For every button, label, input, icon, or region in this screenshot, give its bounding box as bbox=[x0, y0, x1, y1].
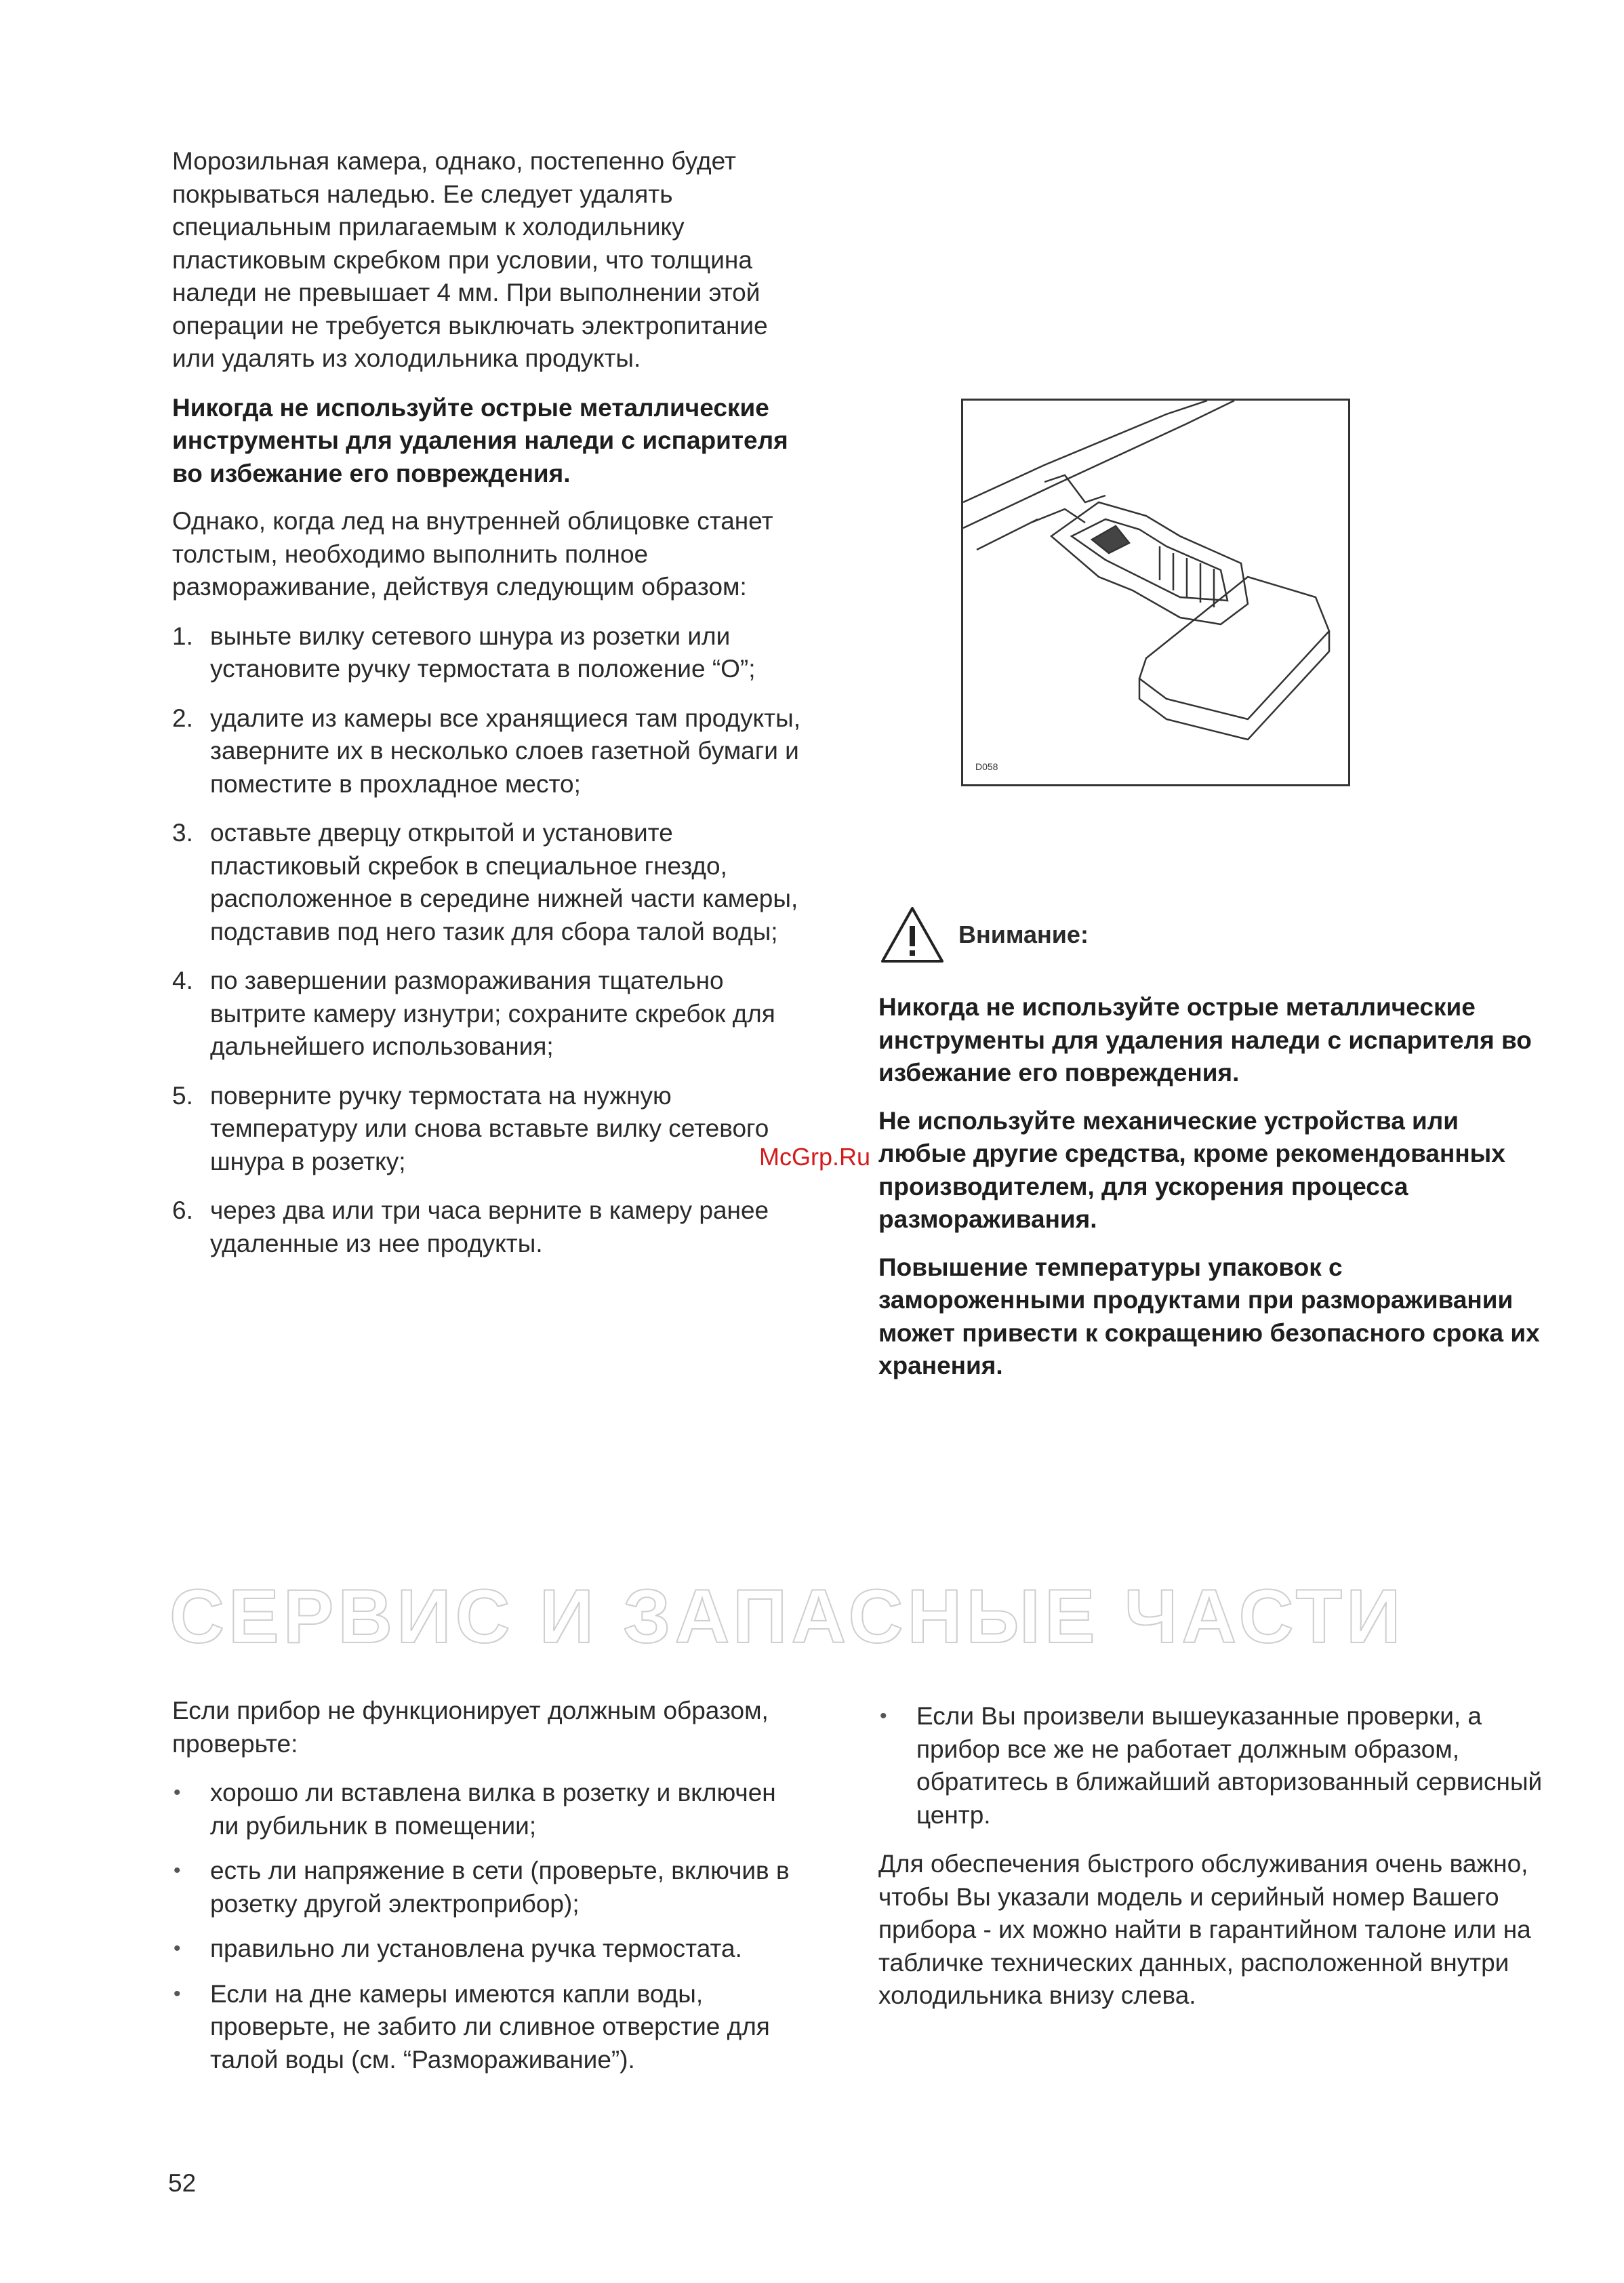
defrost-step: 4. по завершении размораживания тщательно вытрите камеру изнутри; сохраните скребок для дальнейшего использования; bbox=[172, 967, 775, 1060]
intro-paragraph: Морозильная камера, однако, постепенно будет покрываться наледью. Ее следует удалять специальным прилагаемым к холодильнику пластиковым скребком при условии, что толщина наледи не превышает 4 мм. При выполнении этой операции не требуется выключать электропитание или удалять из холодильника продукты. bbox=[172, 147, 768, 372]
defrost-step: 5. поверните ручку термостата на нужную температуру или снова вставьте вилку сетевого шнура в розетку; bbox=[172, 1081, 769, 1175]
service-right-list bbox=[878, 1700, 1543, 1832]
service-left-column bbox=[172, 1695, 803, 2088]
watermark: McGrp.Ru bbox=[759, 1143, 871, 1171]
section-heading: СЕРВИС И ЗАПАСНЫЕ ЧАСТИ bbox=[169, 1574, 1405, 1659]
scraper-drawing bbox=[963, 401, 1348, 784]
check-item: • Если на дне камеры имеются капли воды, проверьте, не забито ли сливное отверстие для талой воды (см. “Размораживание”). bbox=[172, 1978, 803, 2077]
service-info-paragraph: Для обеспечения быстрого обслуживания очень важно, чтобы Вы указали модель и серийный номер Вашего прибора - их можно найти в гарантийном талоне или на табличке технических данных, расположенной внутри холодильника внизу слева. bbox=[878, 1850, 1531, 2009]
scraper-illustration bbox=[961, 399, 1350, 786]
sharp-tools-warning: Никогда не используйте острые металлические инструменты для удаления наледи с испарителя во избежание его повреждения. bbox=[172, 393, 788, 487]
check-item: • Если Вы произвели вышеуказанные проверки, а прибор все же не работает должным образом, обратитесь в ближайший авторизованный сервисный центр. bbox=[878, 1700, 1543, 1832]
service-intro: Если прибор не функционирует должным образом, проверьте: bbox=[172, 1697, 769, 1758]
defrost-step: 6. через два или три часа верните в камеру ранее удаленные из нее продукты. bbox=[172, 1196, 769, 1257]
service-checklist bbox=[172, 1777, 803, 2076]
check-item: • правильно ли установлена ручка термостата. bbox=[172, 1933, 803, 1966]
check-item: • есть ли напряжение в сети (проверьте, включив в розетку другой электроприбор); bbox=[172, 1855, 803, 1920]
warning-triangle-icon bbox=[878, 904, 946, 969]
figure-code: D058 bbox=[975, 761, 998, 772]
service-right-column bbox=[878, 1700, 1543, 2029]
defrost-step: 3. оставьте дверцу открытой и установите пластиковый скребок в специальное гнездо, расположенное в середине нижней части камеры, подставив под него тазик для сбора талой воды; bbox=[172, 819, 798, 946]
defrost-step: 1. выньте вилку сетевого шнура из розетки или установите ручку термостата в положение “О”; bbox=[172, 622, 756, 683]
page-number: 52 bbox=[168, 2169, 197, 2197]
warning-label: Внимание: bbox=[958, 921, 1089, 948]
warning-paragraph: Не используйте механические устройства или любые другие средства, кроме рекомендованных производителем, для ускорения процесса размораживания. bbox=[878, 1106, 1505, 1233]
left-column bbox=[172, 145, 803, 1276]
defrost-step: 2. удалите из камеры все хранящиеся там продукты, заверните их в несколько слоев газетной бумаги и поместите в прохладное место; bbox=[172, 704, 800, 798]
warning-paragraph: Никогда не используйте острые металлические инструменты для удаления наледи с испарителя во избежание его повреждения. bbox=[878, 993, 1532, 1087]
warning-paragraph: Повышение температуры упаковок с замороженными продуктами при размораживании может привести к сокращению безопасного срока их хранения. bbox=[878, 1253, 1540, 1379]
warning-text-column bbox=[878, 991, 1543, 1398]
defrost-intro: Однако, когда лед на внутренней облицовке станет толстым, необходимо выполнить полное размораживание, действуя следующим образом: bbox=[172, 507, 773, 601]
defrost-steps bbox=[172, 620, 803, 1261]
check-item: • хорошо ли вставлена вилка в розетку и включен ли рубильник в помещении; bbox=[172, 1777, 803, 1842]
